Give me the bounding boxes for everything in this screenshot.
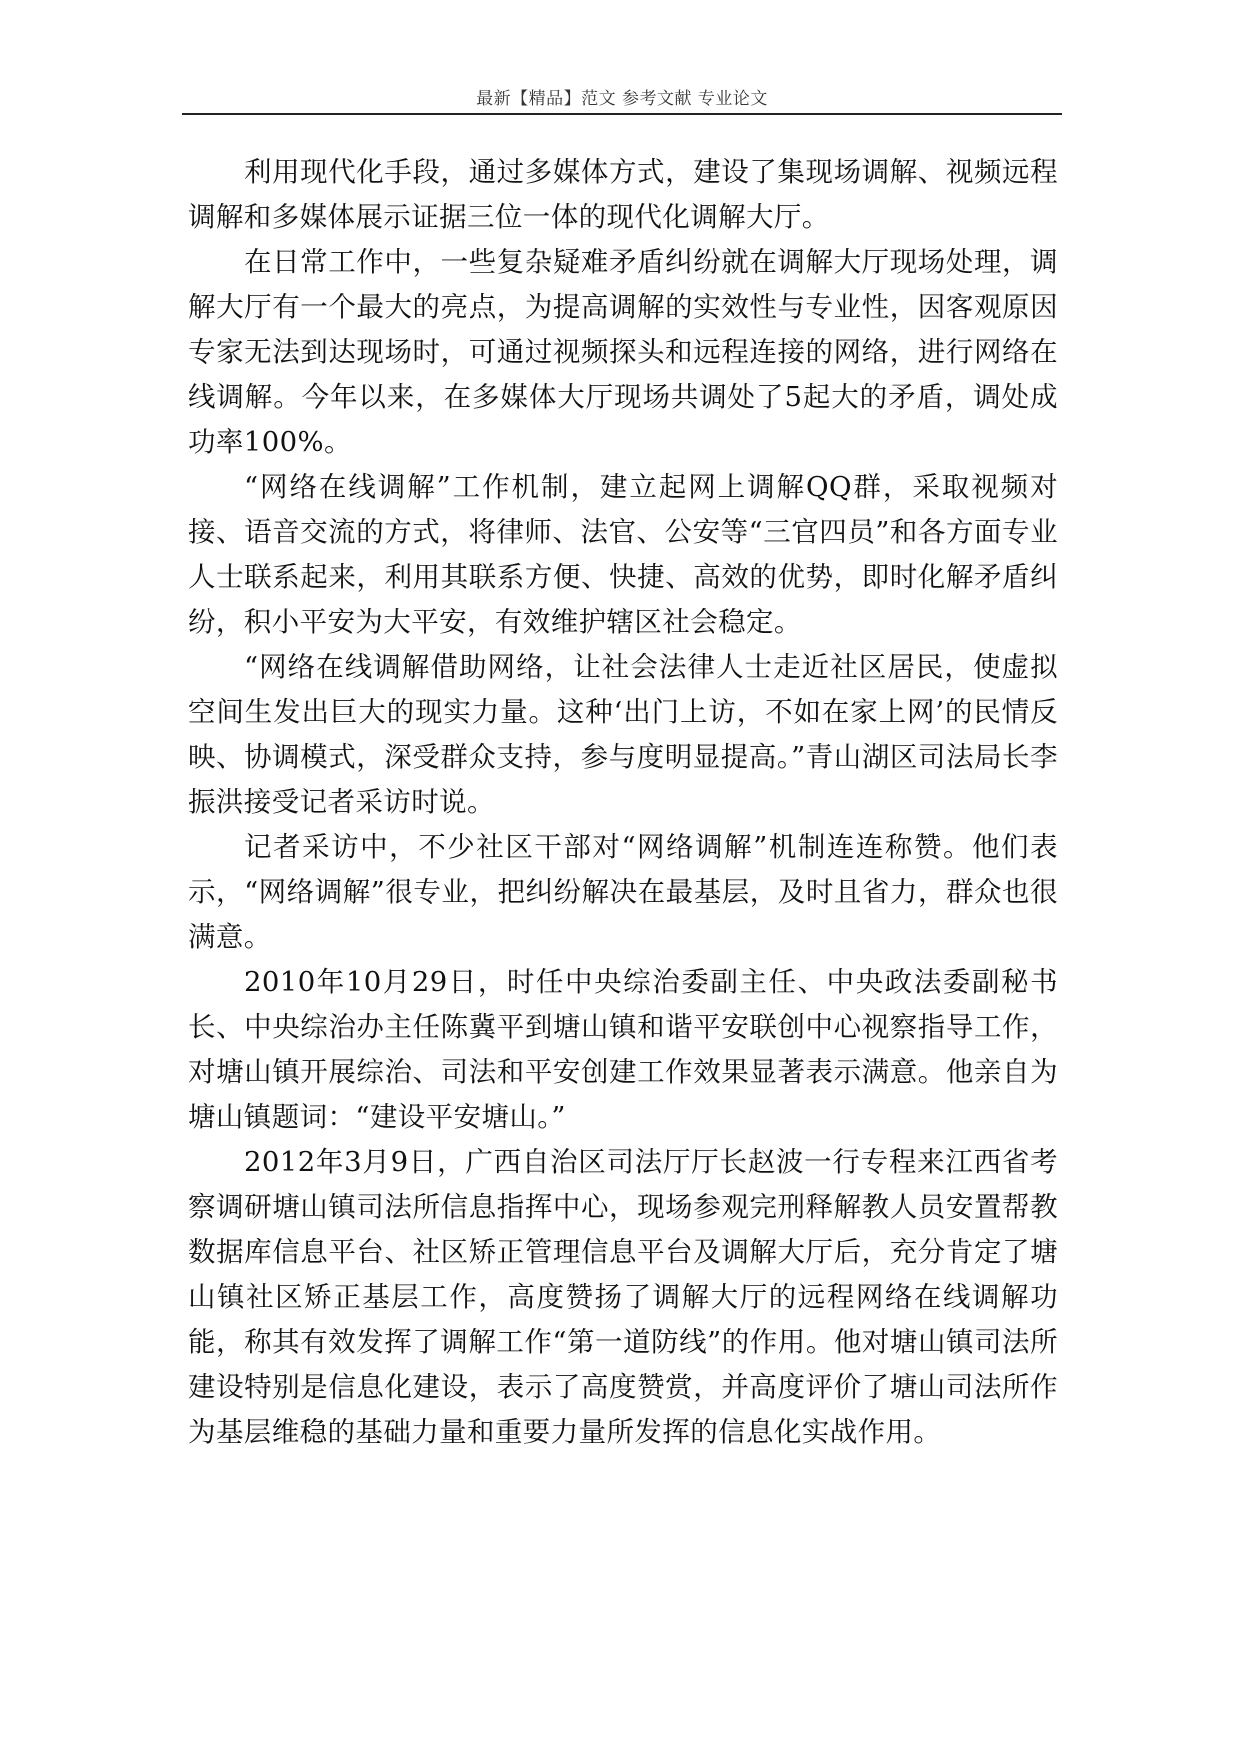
paragraph: 2012年3月9日，广西自治区司法厅厅长赵波一行专程来江西省考察调研塘山镇司法所信息指挥中心，现场参观完刑释解教人员安置帮教数据库信息平台、社区矫正管理信息平台及调解大厅后，充分肯定了塘山镇社区矫正基层工作，高度赞扬了调解大厅的远程网络在线调解功能，称其有效发挥了调解工作“第一道防线”的作用。他对塘山镇司法所建设特别是信息化建设，表示了高度赞赏，并高度评价了塘山司法所作为基层维稳的基础力量和重要力量所发挥的信息化实战作用。	[188, 1146, 1058, 1448]
paragraph: “网络在线调解”工作机制，建立起网上调解QQ群，采取视频对接、语音交流的方式，将律师、法官、公安等“三官四员”和各方面专业人士联系起来，利用其联系方便、快捷、高效的优势，即时化解矛盾纠纷，积小平安为大平安，有效维护辖区社会稳定。	[188, 471, 1058, 638]
paragraph: 利用现代化手段，通过多媒体方式，建设了集现场调解、视频远程调解和多媒体展示证据三位一体的现代化调解大厅。	[188, 156, 1058, 233]
paragraph: 在日常工作中，一些复杂疑难矛盾纠纷就在调解大厅现场处理，调解大厅有一个最大的亮点，为提高调解的实效性与专业性，因客观原因专家无法到达现场时，可通过视频探头和远程连接的网络，进行网络在线调解。今年以来，在多媒体大厅现场共调处了5起大的矛盾，调处成功率100%。	[188, 246, 1058, 458]
header-divider	[182, 113, 1062, 115]
paragraph: “网络在线调解借助网络，让社会法律人士走近社区居民，使虚拟空间生发出巨大的现实力量。这种‘出门上访，不如在家上网’的民情反映、协调模式，深受群众支持，参与度明显提高。”青山湖区司法局长李振洪接受记者采访时说。	[188, 651, 1058, 818]
paragraph: 2010年10月29日，时任中央综治委副主任、中央政法委副秘书长、中央综治办主任陈冀平到塘山镇和谐平安联创中心视察指导工作，对塘山镇开展综治、司法和平安创建工作效果显著表示满意。他亲自为塘山镇题词：“建设平安塘山。”	[188, 966, 1058, 1133]
page-header: 最新【精品】范文 参考文献 专业论文	[476, 89, 768, 109]
paragraph: 记者采访中，不少社区干部对“网络调解”机制连连称赞。他们表示，“网络调解”很专业，把纠纷解决在最基层，及时且省力，群众也很满意。	[188, 831, 1058, 953]
document-body	[188, 150, 1058, 1455]
